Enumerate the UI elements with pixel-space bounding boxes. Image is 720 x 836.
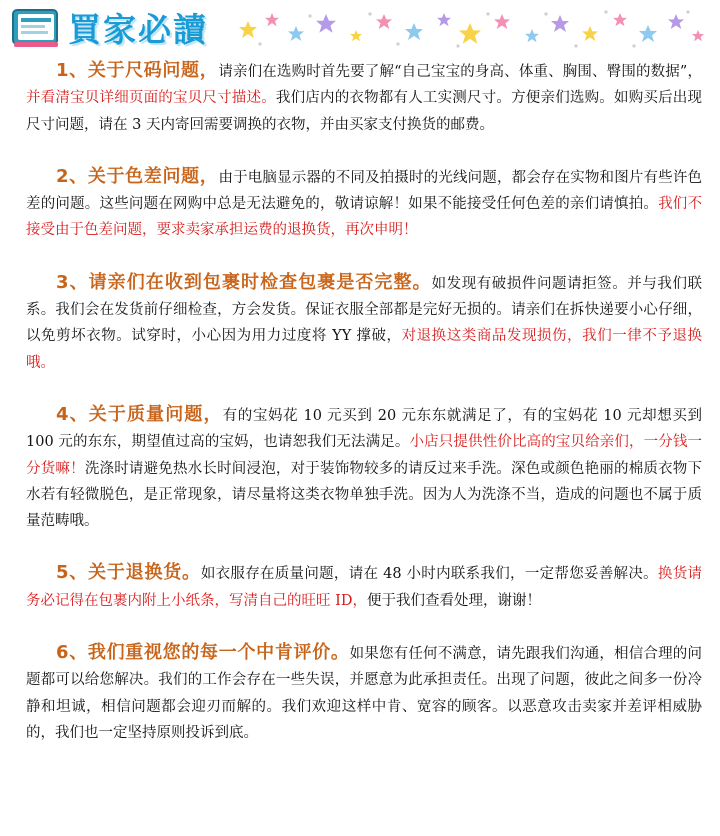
section-heading: 3、请亲们在收到包裹时检查包裹是否完整。 — [56, 271, 432, 293]
notice-section — [26, 640, 702, 746]
section-heading: 1、关于尺码问题， — [56, 60, 219, 81]
section-emphasis: 小店只提供性价比高的宝贝给亲们，一分钱一分货嘛！ — [26, 434, 702, 477]
section-heading: 5、关于退换货。 — [56, 562, 201, 584]
star-icon — [692, 30, 704, 41]
section-text: 有的宝妈花 10 元买到 20 元东东就满足了，有的宝妈花 10 元却想买到 100 元的东东，期望值过高的宝妈，也请恕我们无法满足。 — [26, 407, 702, 451]
page-title: 買家必讀 — [68, 10, 208, 49]
buyer-notice — [26, 58, 702, 746]
star-icon — [525, 29, 539, 42]
star-icon — [551, 15, 569, 32]
star-icon — [613, 13, 627, 26]
star-icon — [668, 14, 684, 29]
book-icon — [10, 6, 62, 50]
section-emphasis: 我们不接受由于色差问题，要求卖家承担运费的退换货，再次申明！ — [26, 196, 703, 239]
section-heading: 2、关于色差问题， — [56, 165, 219, 187]
section-heading: 6、我们重视您的每一个中肯评价。 — [56, 642, 350, 664]
decorative-stars — [238, 6, 708, 50]
star-icon — [316, 14, 336, 33]
notice-section — [26, 560, 702, 614]
notice-section — [26, 164, 702, 244]
notice-section — [26, 270, 702, 376]
section-text: 由于电脑显示器的不同及拍摄时的光线问题，都会存在实物和图片有些许色差的问题。这些问题在网购中总是无法避免的，敬请谅解！如果不能接受任何色差的亲们请慎拍。 — [26, 169, 702, 213]
section-text: 请亲们在选购时首先要了解“自己宝宝的身高、体重、胸围、臀围的数据”， — [218, 64, 702, 80]
section-text: 便于我们查看处理，谢谢！ — [366, 592, 541, 609]
star-icon — [437, 13, 451, 26]
notice-section — [26, 58, 702, 138]
star-icon — [494, 14, 510, 29]
section-emphasis: 并看清宝贝详细页面的宝贝尺寸描述。 — [26, 90, 276, 107]
star-icon — [350, 30, 362, 41]
star-icon — [265, 13, 279, 26]
star-icon — [376, 14, 392, 29]
section-text: 我们店内的衣物都有人工实测尺寸。方便亲们选购。如购买后出现尺寸问题，请在 3 天内寄回需要调换的衣物，并由买家支付换货的邮费。 — [26, 90, 703, 133]
section-text: 洗涤时请避免热水长时间浸泡，对于装饰物较多的请反过来手洗。深色或颜色艳丽的棉质衣物下水若有轻微脱色，是正常现象，请尽量将这类衣物单独手洗。因为人为洗涤不当，造成的问题也不属于质量范畴哦。 — [26, 460, 703, 530]
section-heading: 4、关于质量问题， — [56, 403, 223, 425]
section-text: 如衣服存在质量问题，请在 48 小时内联系我们，一定帮您妥善解决。 — [200, 566, 658, 583]
star-icon — [639, 25, 657, 42]
notice-section — [26, 402, 702, 534]
section-text: 如果您有任何不满意，请先跟我们沟通，相信合理的问题都可以给您解决。我们的工作会存在一些失误，并愿意为此承担责任。出现了问题，彼此之间多一份冷静和坦诚，相信问题都会迎刃而解的。我们欢迎这样中肯、宽容的顾客。以恶意攻击卖家并差评相威胁的，我们也一定坚持原则投诉到底。 — [26, 646, 702, 741]
star-icon — [288, 26, 304, 41]
star-icon — [405, 23, 423, 40]
section-emphasis: 对退换这类商品发现损伤，我们一律不予退换哦。 — [26, 328, 702, 371]
header — [0, 0, 720, 60]
star-icon — [582, 26, 598, 41]
star-icon — [459, 23, 481, 44]
star-icon — [239, 21, 257, 38]
section-text: 如发现有破损件问题请拒签。并与我们联系。我们会在发货前仔细检查，方会发货。保证衣服全部都是完好无损的。请亲们在拆快递要小心仔细，以免剪坏衣物。试穿时，小心因为用力过度将 YY 撑破， — [26, 275, 702, 345]
section-emphasis: 换货请务必记得在包裹内附上小纸条，写清自己的旺旺 ID， — [26, 566, 702, 609]
